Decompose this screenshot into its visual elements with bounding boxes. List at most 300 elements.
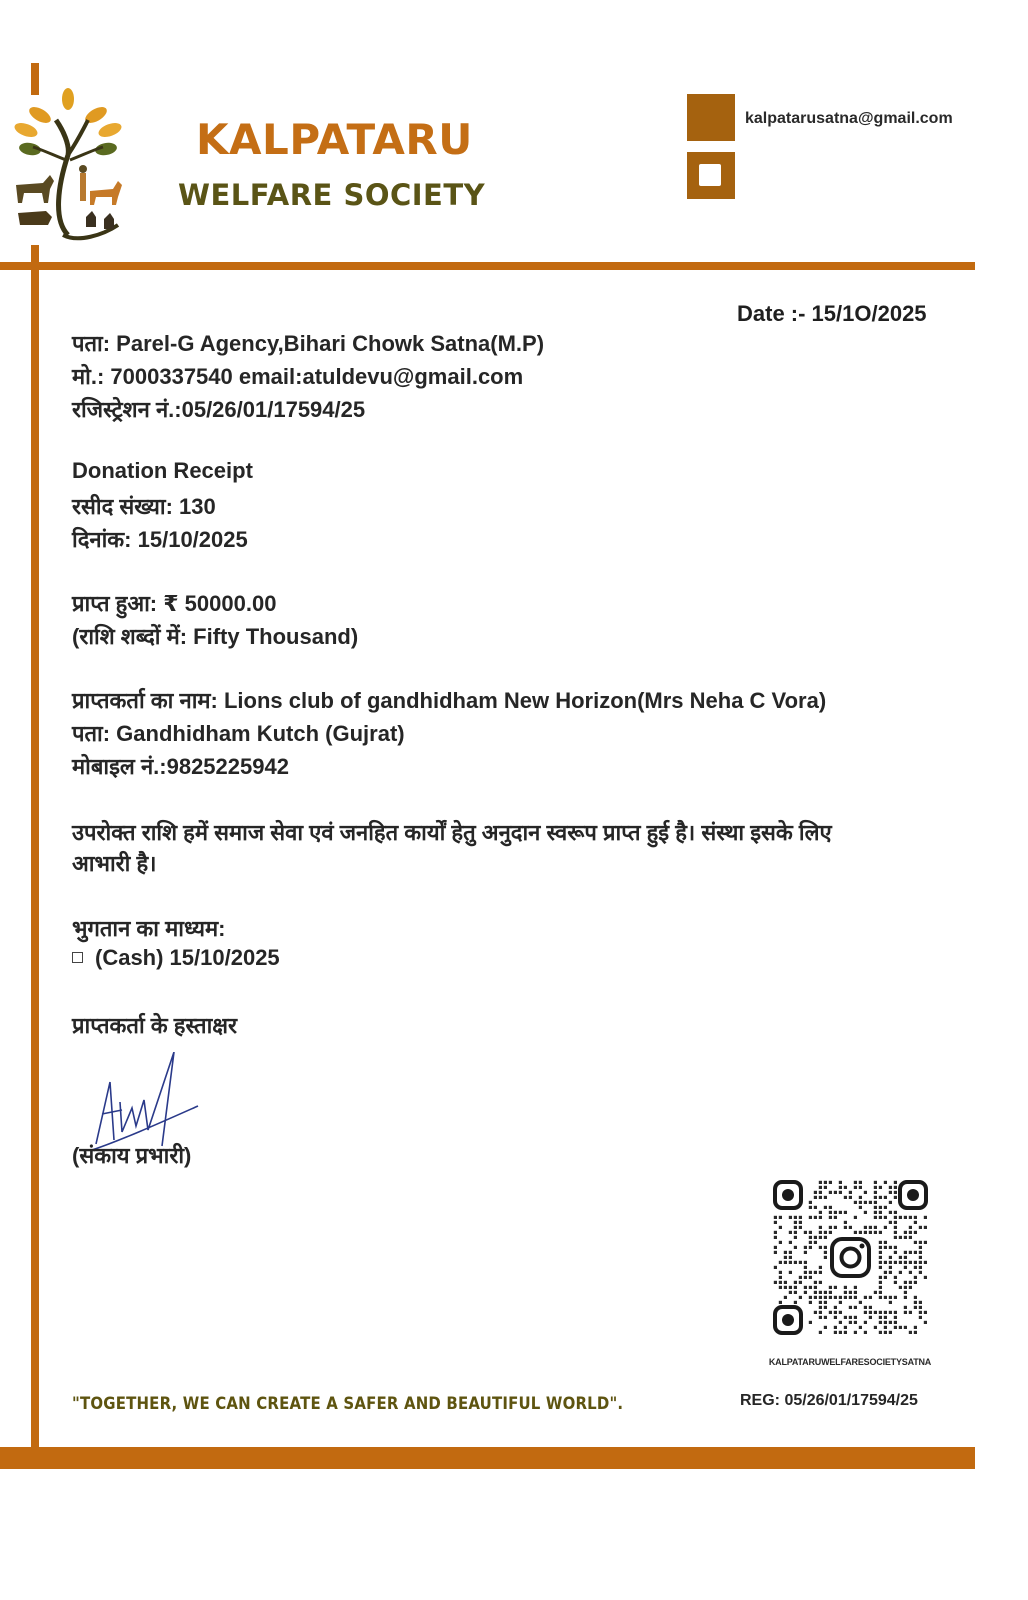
qr-module xyxy=(834,1226,837,1229)
qr-module xyxy=(914,1301,917,1304)
qr-module xyxy=(824,1326,827,1329)
qr-module xyxy=(854,1331,857,1334)
qr-module xyxy=(794,1226,797,1229)
qr-module xyxy=(824,1256,827,1259)
qr-module xyxy=(879,1266,882,1269)
qr-module xyxy=(809,1241,812,1244)
qr-module xyxy=(884,1276,887,1279)
qr-code-block[interactable] xyxy=(755,1162,945,1372)
org-subtitle: WELFARE SOCIETY xyxy=(178,178,486,212)
qr-module xyxy=(874,1201,877,1204)
qr-module xyxy=(869,1226,872,1229)
qr-module xyxy=(804,1266,807,1269)
receipt-title: Donation Receipt xyxy=(72,458,253,483)
qr-module xyxy=(794,1221,797,1224)
qr-module xyxy=(859,1181,862,1184)
qr-module xyxy=(839,1186,842,1189)
qr-module xyxy=(829,1291,832,1294)
qr-module xyxy=(774,1281,777,1284)
qr-module xyxy=(864,1311,867,1314)
qr-module xyxy=(884,1261,887,1264)
qr-module xyxy=(914,1276,917,1279)
org-name: KALPATARU xyxy=(196,115,473,164)
qr-module xyxy=(899,1271,902,1274)
payment-method: (Cash) 15/10/2025 xyxy=(95,945,280,970)
qr-module xyxy=(879,1311,882,1314)
qr-module xyxy=(839,1311,842,1314)
qr-module xyxy=(774,1221,777,1224)
qr-module xyxy=(834,1296,837,1299)
qr-module xyxy=(919,1316,922,1319)
qr-module xyxy=(879,1246,882,1249)
qr-module xyxy=(844,1196,847,1199)
qr-module xyxy=(819,1331,822,1334)
qr-module xyxy=(814,1206,817,1209)
qr-module xyxy=(819,1211,822,1214)
qr-module xyxy=(864,1321,867,1324)
qr-module xyxy=(924,1311,927,1314)
qr-module xyxy=(899,1216,902,1219)
qr-module xyxy=(809,1286,812,1289)
qr-module xyxy=(909,1226,912,1229)
qr-module xyxy=(814,1311,817,1314)
qr-module xyxy=(794,1216,797,1219)
qr-module xyxy=(829,1216,832,1219)
qr-module xyxy=(799,1216,802,1219)
qr-module xyxy=(904,1326,907,1329)
qr-module xyxy=(839,1296,842,1299)
qr-module xyxy=(904,1231,907,1234)
qr-module xyxy=(904,1306,907,1309)
qr-module xyxy=(819,1186,822,1189)
qr-module xyxy=(819,1281,822,1284)
qr-module xyxy=(859,1231,862,1234)
qr-module xyxy=(804,1231,807,1234)
qr-module xyxy=(909,1261,912,1264)
qr-module xyxy=(809,1231,812,1234)
qr-module xyxy=(779,1241,782,1244)
qr-module xyxy=(824,1301,827,1304)
tagline: "TOGETHER, WE CAN CREATE A SAFER AND BEAUTIFUL WORLD". xyxy=(72,1394,624,1414)
qr-module xyxy=(874,1326,877,1329)
qr-module xyxy=(839,1321,842,1324)
qr-module xyxy=(874,1191,877,1194)
qr-module xyxy=(824,1251,827,1254)
qr-module xyxy=(794,1281,797,1284)
qr-module xyxy=(884,1271,887,1274)
qr-module xyxy=(909,1286,912,1289)
qr-module xyxy=(844,1331,847,1334)
qr-module xyxy=(879,1276,882,1279)
qr-module xyxy=(884,1296,887,1299)
qr-module xyxy=(774,1251,777,1254)
qr-module xyxy=(819,1301,822,1304)
qr-module xyxy=(859,1301,862,1304)
qr-module xyxy=(894,1181,897,1184)
qr-module xyxy=(779,1261,782,1264)
qr-module xyxy=(864,1331,867,1334)
qr-module xyxy=(809,1216,812,1219)
qr-module xyxy=(799,1296,802,1299)
qr-module xyxy=(904,1291,907,1294)
qr-module xyxy=(904,1296,907,1299)
qr-module xyxy=(919,1271,922,1274)
qr-module xyxy=(894,1281,897,1284)
qr-module xyxy=(819,1236,822,1239)
qr-module xyxy=(854,1231,857,1234)
qr-module xyxy=(894,1186,897,1189)
qr-module xyxy=(814,1286,817,1289)
qr-module xyxy=(909,1281,912,1284)
amount-received: प्राप्त हुआ: ₹ 50000.00 xyxy=(72,591,277,616)
qr-module xyxy=(824,1196,827,1199)
qr-module xyxy=(884,1226,887,1229)
qr-module xyxy=(909,1236,912,1239)
qr-module xyxy=(879,1196,882,1199)
square-icon xyxy=(687,152,735,199)
qr-module xyxy=(864,1226,867,1229)
qr-module xyxy=(874,1186,877,1189)
qr-module xyxy=(909,1216,912,1219)
qr-module xyxy=(814,1271,817,1274)
qr-module xyxy=(874,1196,877,1199)
receipt-date: दिनांक: 15/10/2025 xyxy=(72,527,248,552)
qr-module xyxy=(834,1216,837,1219)
qr-module xyxy=(814,1281,817,1284)
qr-module xyxy=(829,1191,832,1194)
qr-module xyxy=(879,1256,882,1259)
qr-module xyxy=(814,1296,817,1299)
qr-module xyxy=(924,1276,927,1279)
qr-module xyxy=(919,1251,922,1254)
qr-module xyxy=(799,1261,802,1264)
qr-module xyxy=(844,1221,847,1224)
qr-module xyxy=(824,1186,827,1189)
qr-module xyxy=(844,1296,847,1299)
qr-module xyxy=(909,1231,912,1234)
qr-module xyxy=(824,1206,827,1209)
qr-module xyxy=(854,1216,857,1219)
qr-module xyxy=(804,1261,807,1264)
qr-module xyxy=(819,1216,822,1219)
qr-module xyxy=(869,1311,872,1314)
qr-module xyxy=(829,1296,832,1299)
qr-module xyxy=(814,1291,817,1294)
qr-module xyxy=(779,1216,782,1219)
qr-module xyxy=(869,1201,872,1204)
qr-module xyxy=(849,1226,852,1229)
qr-module xyxy=(849,1196,852,1199)
qr-module xyxy=(919,1266,922,1269)
qr-code[interactable] xyxy=(773,1180,928,1335)
qr-module xyxy=(819,1311,822,1314)
qr-module xyxy=(884,1206,887,1209)
qr-module xyxy=(869,1231,872,1234)
qr-module xyxy=(894,1316,897,1319)
qr-module xyxy=(804,1276,807,1279)
contact-email[interactable]: kalpatarusatna@gmail.com xyxy=(745,110,953,127)
qr-module xyxy=(914,1306,917,1309)
qr-module xyxy=(819,1266,822,1269)
qr-module xyxy=(879,1206,882,1209)
qr-module xyxy=(784,1256,787,1259)
qr-module xyxy=(874,1206,877,1209)
qr-module xyxy=(794,1261,797,1264)
qr-module xyxy=(809,1276,812,1279)
qr-module xyxy=(824,1296,827,1299)
qr-module xyxy=(899,1261,902,1264)
qr-module xyxy=(879,1281,882,1284)
acknowledgement-line-2: आभारी है। xyxy=(72,851,157,876)
qr-module xyxy=(904,1236,907,1239)
qr-module xyxy=(784,1261,787,1264)
qr-module xyxy=(884,1326,887,1329)
qr-module xyxy=(829,1181,832,1184)
org-address: पता: Parel-G Agency,Bihari Chowk Satna(M.P) xyxy=(72,331,545,356)
qr-module xyxy=(814,1236,817,1239)
qr-module xyxy=(844,1211,847,1214)
qr-module xyxy=(834,1306,837,1309)
qr-module xyxy=(854,1306,857,1309)
qr-module xyxy=(899,1286,902,1289)
qr-module xyxy=(874,1231,877,1234)
qr-module xyxy=(829,1226,832,1229)
qr-module xyxy=(779,1286,782,1289)
qr-module xyxy=(839,1191,842,1194)
qr-module xyxy=(854,1316,857,1319)
qr-module xyxy=(879,1261,882,1264)
qr-module xyxy=(799,1276,802,1279)
qr-module xyxy=(814,1216,817,1219)
qr-module xyxy=(819,1271,822,1274)
qr-module xyxy=(914,1296,917,1299)
qr-module xyxy=(884,1246,887,1249)
qr-module xyxy=(889,1211,892,1214)
qr-module xyxy=(884,1331,887,1334)
qr-module xyxy=(819,1306,822,1309)
qr-module xyxy=(924,1216,927,1219)
qr-module xyxy=(819,1181,822,1184)
org-registration: रजिस्ट्रेशन नं.:05/26/01/17594/25 xyxy=(72,397,366,422)
qr-module xyxy=(784,1286,787,1289)
qr-module xyxy=(914,1231,917,1234)
qr-module xyxy=(894,1296,897,1299)
qr-module xyxy=(889,1266,892,1269)
qr-module xyxy=(819,1291,822,1294)
qr-module xyxy=(844,1291,847,1294)
qr-module xyxy=(834,1316,837,1319)
payment-label: भुगतान का माध्यम: xyxy=(72,916,226,941)
qr-module xyxy=(854,1181,857,1184)
qr-module xyxy=(774,1246,777,1249)
qr-module xyxy=(794,1236,797,1239)
qr-module xyxy=(789,1251,792,1254)
qr-module xyxy=(894,1196,897,1199)
qr-module xyxy=(904,1256,907,1259)
qr-module xyxy=(809,1201,812,1204)
qr-module xyxy=(789,1261,792,1264)
qr-module xyxy=(909,1271,912,1274)
qr-module xyxy=(889,1186,892,1189)
qr-module xyxy=(889,1221,892,1224)
payment-method-row xyxy=(72,945,280,971)
qr-module xyxy=(824,1236,827,1239)
qr-module xyxy=(844,1316,847,1319)
qr-module xyxy=(814,1191,817,1194)
qr-module xyxy=(809,1206,812,1209)
qr-module xyxy=(794,1246,797,1249)
qr-module xyxy=(809,1296,812,1299)
qr-finder-top-left xyxy=(775,1182,801,1208)
qr-module xyxy=(904,1261,907,1264)
qr-module xyxy=(849,1291,852,1294)
qr-module xyxy=(804,1291,807,1294)
qr-module xyxy=(904,1281,907,1284)
qr-module xyxy=(799,1221,802,1224)
qr-module xyxy=(809,1271,812,1274)
document-date: Date :- 15/1O/2025 xyxy=(737,301,927,326)
qr-module xyxy=(809,1246,812,1249)
qr-module xyxy=(784,1281,787,1284)
qr-module xyxy=(789,1256,792,1259)
qr-module xyxy=(919,1226,922,1229)
qr-module xyxy=(789,1231,792,1234)
qr-module xyxy=(794,1301,797,1304)
qr-module xyxy=(809,1301,812,1304)
qr-module xyxy=(829,1286,832,1289)
qr-module xyxy=(849,1296,852,1299)
qr-module xyxy=(889,1201,892,1204)
qr-module xyxy=(889,1331,892,1334)
qr-module xyxy=(774,1236,777,1239)
qr-module xyxy=(824,1246,827,1249)
qr-module xyxy=(789,1286,792,1289)
qr-module xyxy=(864,1296,867,1299)
email-square-icon xyxy=(687,94,735,141)
qr-module xyxy=(829,1311,832,1314)
qr-module xyxy=(804,1271,807,1274)
qr-module xyxy=(844,1326,847,1329)
qr-module xyxy=(919,1306,922,1309)
qr-module xyxy=(854,1201,857,1204)
qr-module xyxy=(839,1211,842,1214)
qr-module xyxy=(864,1201,867,1204)
qr-module xyxy=(919,1241,922,1244)
header-divider xyxy=(0,262,975,270)
qr-module xyxy=(909,1311,912,1314)
qr-module xyxy=(879,1231,882,1234)
qr-module xyxy=(914,1241,917,1244)
receipt-number: रसीद संख्या: 130 xyxy=(72,494,216,519)
qr-module xyxy=(839,1301,842,1304)
qr-finder-top-right xyxy=(900,1182,926,1208)
qr-module xyxy=(819,1246,822,1249)
qr-module xyxy=(774,1266,777,1269)
qr-module xyxy=(914,1261,917,1264)
qr-module xyxy=(924,1321,927,1324)
qr-module xyxy=(924,1261,927,1264)
qr-module xyxy=(914,1251,917,1254)
qr-module xyxy=(859,1326,862,1329)
qr-module xyxy=(894,1211,897,1214)
qr-module xyxy=(849,1321,852,1324)
signatory-designation: (संकाय प्रभारी) xyxy=(72,1143,192,1168)
qr-module xyxy=(904,1266,907,1269)
qr-module xyxy=(834,1286,837,1289)
qr-module xyxy=(859,1206,862,1209)
qr-module xyxy=(854,1286,857,1289)
qr-module xyxy=(899,1326,902,1329)
payment-checkbox[interactable] xyxy=(72,952,83,963)
qr-module xyxy=(909,1331,912,1334)
qr-module xyxy=(904,1251,907,1254)
recipient-mobile: मोबाइल नं.:9825225942 xyxy=(72,754,289,779)
qr-module xyxy=(919,1261,922,1264)
qr-module xyxy=(889,1191,892,1194)
qr-module xyxy=(874,1291,877,1294)
qr-module xyxy=(869,1306,872,1309)
qr-module xyxy=(874,1311,877,1314)
qr-module xyxy=(889,1271,892,1274)
qr-module xyxy=(879,1251,882,1254)
qr-module xyxy=(894,1251,897,1254)
qr-module xyxy=(894,1321,897,1324)
qr-module xyxy=(794,1286,797,1289)
qr-module xyxy=(884,1196,887,1199)
qr-module xyxy=(834,1331,837,1334)
qr-module xyxy=(784,1296,787,1299)
footer-registration: REG: 05/26/01/17594/25 xyxy=(740,1392,918,1409)
qr-module xyxy=(779,1281,782,1284)
qr-module xyxy=(889,1246,892,1249)
qr-module xyxy=(854,1296,857,1299)
qr-module xyxy=(884,1316,887,1319)
qr-module xyxy=(889,1311,892,1314)
qr-module xyxy=(859,1186,862,1189)
qr-module xyxy=(884,1321,887,1324)
qr-module xyxy=(854,1321,857,1324)
qr-module xyxy=(829,1211,832,1214)
qr-module xyxy=(834,1191,837,1194)
instagram-icon xyxy=(828,1235,873,1280)
qr-module xyxy=(799,1226,802,1229)
qr-module xyxy=(789,1216,792,1219)
qr-module xyxy=(864,1306,867,1309)
acknowledgement-line-1: उपरोक्त राशि हमें समाज सेवा एवं जनहित कार्यों हेतु अनुदान स्वरूप प्राप्त हुई है। संस्था इसके लिए xyxy=(72,820,832,845)
footer-bar xyxy=(0,1447,975,1469)
qr-module xyxy=(914,1281,917,1284)
qr-module xyxy=(849,1316,852,1319)
qr-module xyxy=(914,1326,917,1329)
qr-module xyxy=(869,1316,872,1319)
qr-module xyxy=(914,1221,917,1224)
qr-module xyxy=(864,1191,867,1194)
qr-module xyxy=(819,1191,822,1194)
qr-module xyxy=(894,1246,897,1249)
org-phone-email: मो.: 7000337540 email:atuldevu@gmail.com xyxy=(72,364,524,389)
qr-module xyxy=(789,1271,792,1274)
qr-module xyxy=(864,1211,867,1214)
qr-module xyxy=(849,1306,852,1309)
qr-module xyxy=(819,1296,822,1299)
qr-module xyxy=(879,1296,882,1299)
qr-module xyxy=(829,1206,832,1209)
qr-module xyxy=(879,1286,882,1289)
qr-module xyxy=(809,1321,812,1324)
qr-module xyxy=(894,1326,897,1329)
qr-module xyxy=(834,1326,837,1329)
qr-module xyxy=(904,1311,907,1314)
